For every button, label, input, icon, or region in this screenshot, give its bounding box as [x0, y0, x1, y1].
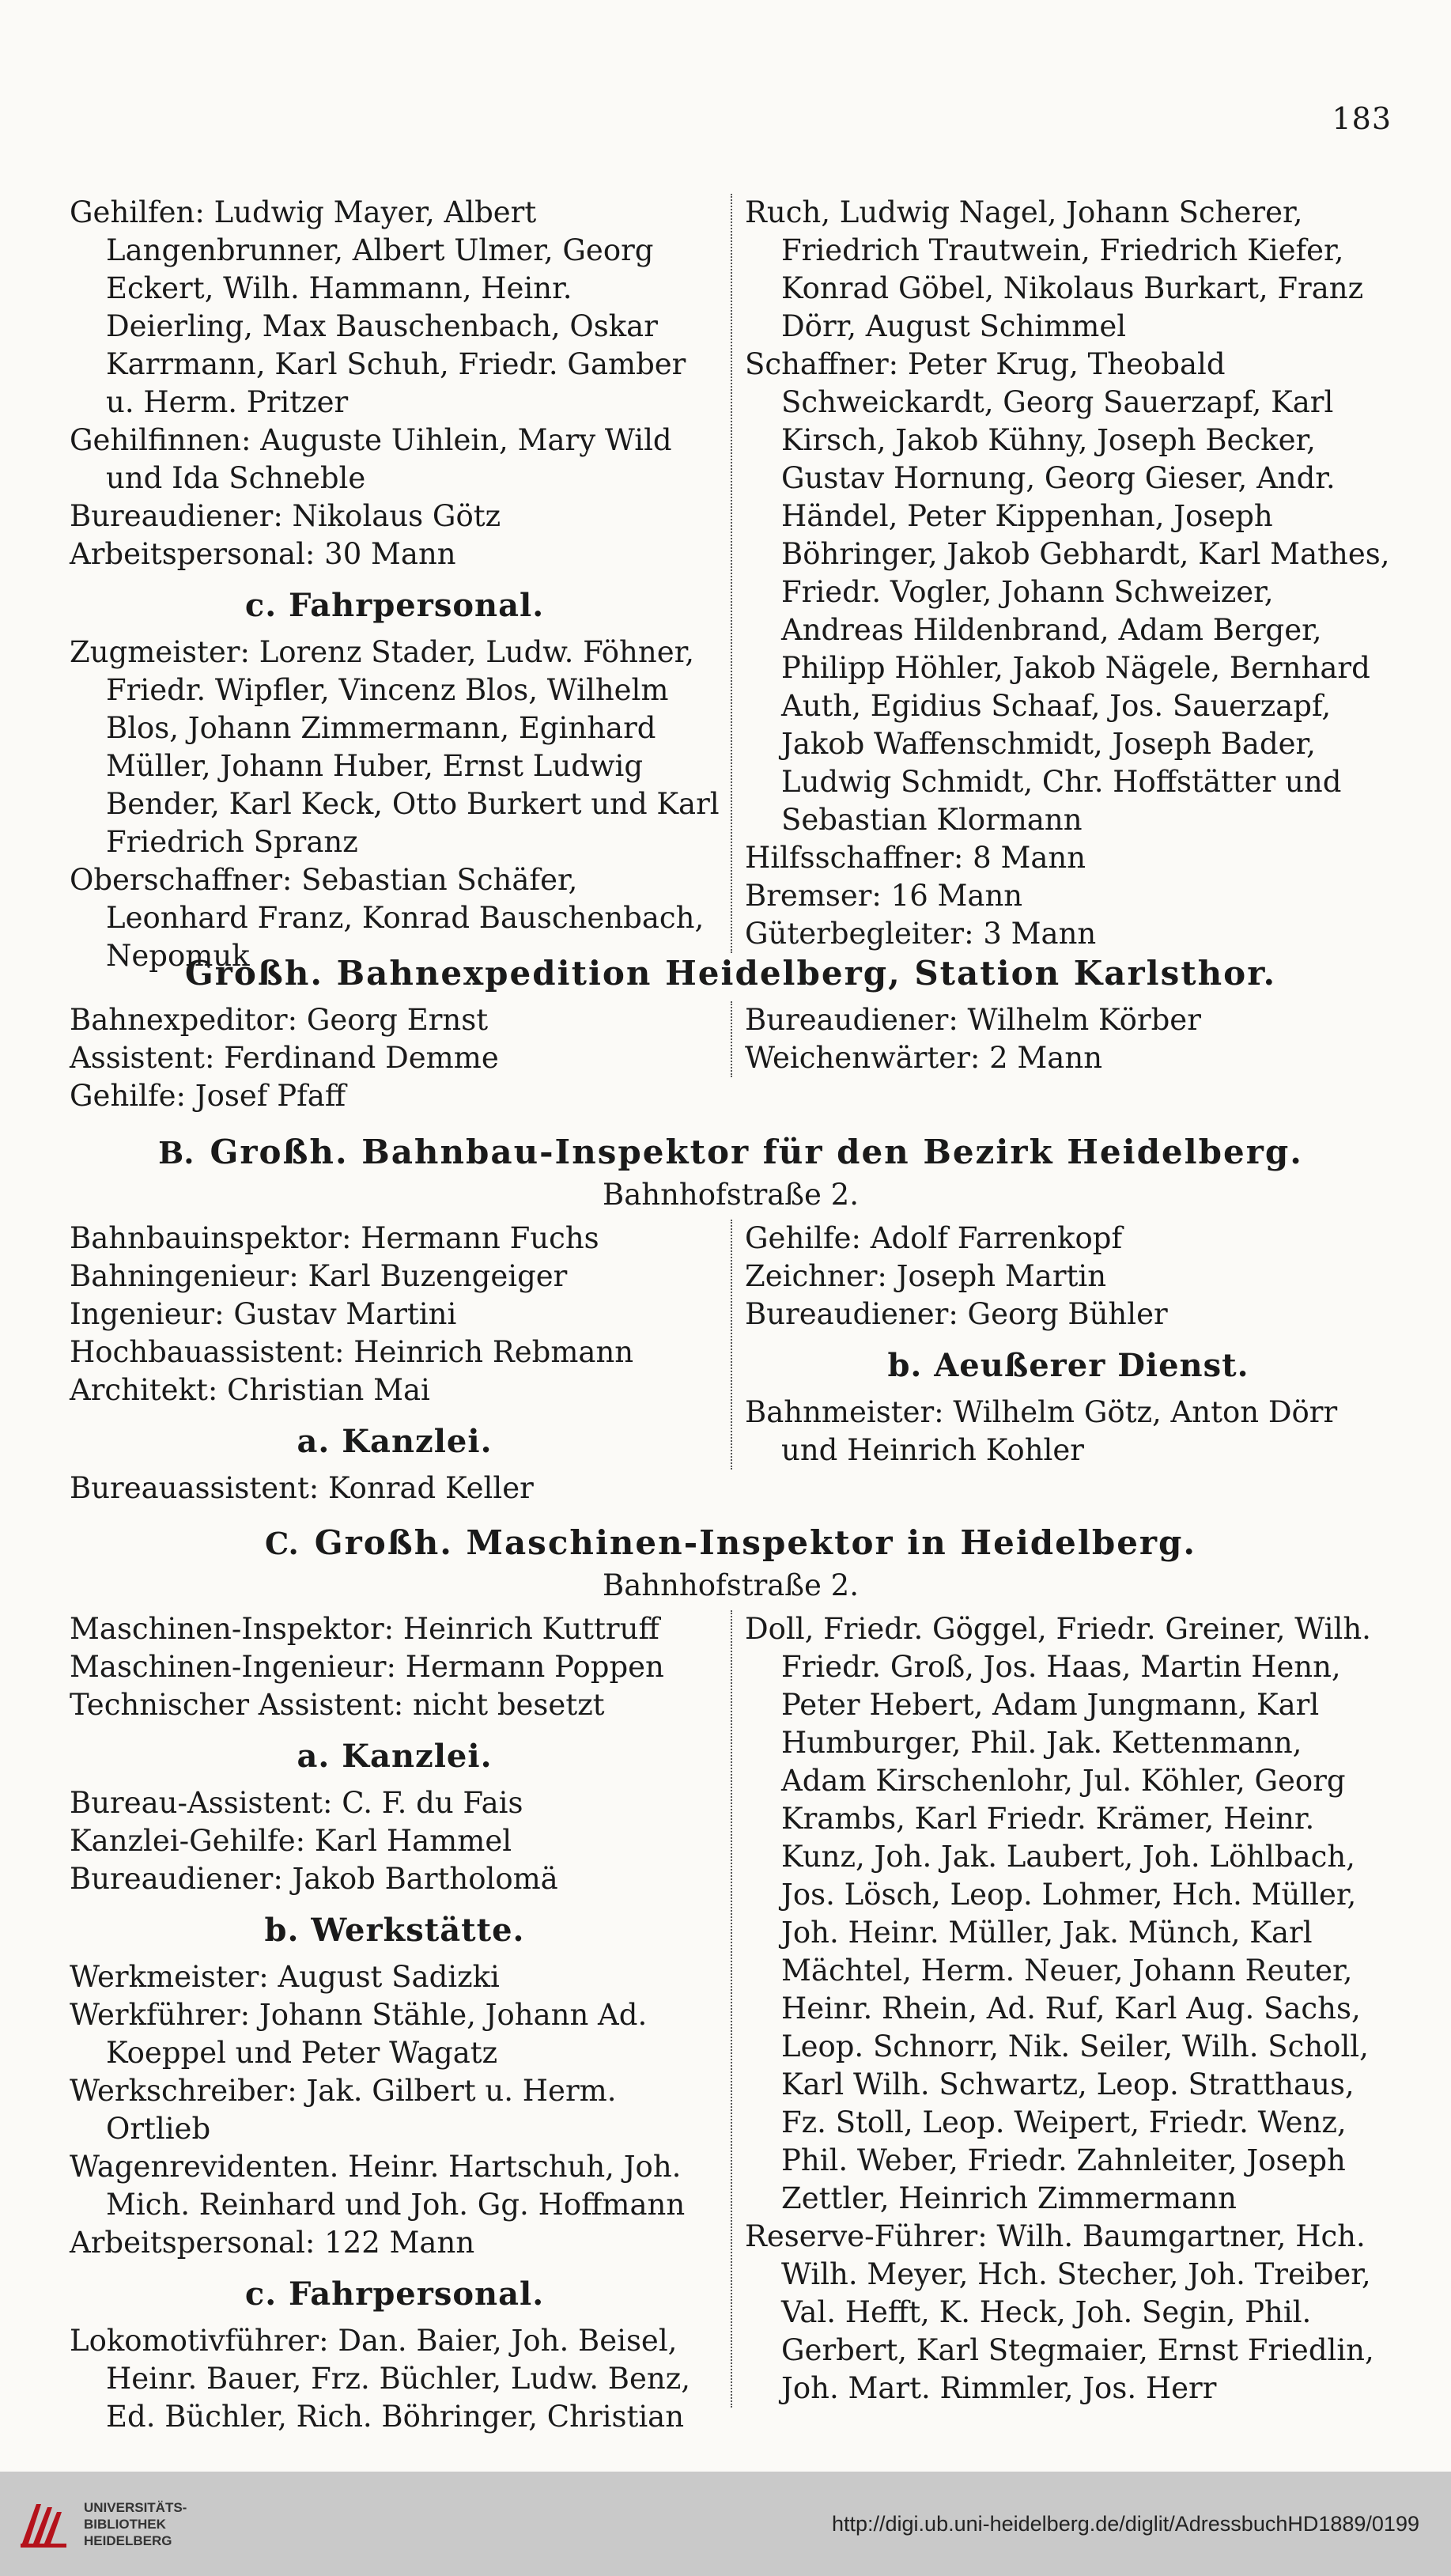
entry: Weichenwärter: 2 Mann [745, 1041, 1103, 1075]
library-logo[interactable] [17, 2496, 187, 2551]
entry: Schaffner: Peter Krug, Theobald Schweickardt, Georg Sauerzapf, Karl Kirsch, Jakob Kühny, Joseph Becker, Gustav Hornung, Georg Gieser, Andr. Händel, Peter Kippenhan, Joseph Böhringer, Jakob Gebhardt, Karl Mathes, Friedr. Vogler, Johann Schweizer, Andreas Hildenbrand, Adam Berger, Philipp Höhler, Jakob Nägele, Bernhard Auth, Egidius Schaaf, Jos. Sauerzapf, Jakob Waffenschmidt, Joseph Bader, Ludwig Schmidt, Chr. Hoffstätter und Sebastian Klormann [745, 347, 1390, 837]
entry: Doll, Friedr. Göggel, Friedr. Greiner, Wilh. Friedr. Groß, Jos. Haas, Martin Henn, Peter Hebert, Adam Jungmann, Karl Humburger, Phil. Jak. Kettenmann, Adam Kirschenlohr, Jul. Köhler, Georg Krambs, Karl Friedr. Krämer, Heinr. Kunz, Joh. Jak. Laubert, Joh. Löhlbach, Jos. Lösch, Leop. Lohmer, Hch. Müller, Joh. Heinr. Müller, Jak. Münch, Karl Mächtel, Herm. Neuer, Johann Reuter, Heinr. Rhein, Ad. Ruf, Karl Aug. Sachs, Leop. Schnorr, Nik. Seiler, Wilh. Scholl, Karl Wilh. Schwartz, Leop. Stratthaus, Fz. Stoll, Leop. Weipert, Friedr. Wenz, Phil. Weber, Friedr. Zahnleiter, Joseph Zettler, Heinrich Zimmermann [745, 1612, 1371, 2215]
entry: Hilfsschaffner: 8 Mann [745, 841, 1086, 875]
section-top [70, 194, 1392, 975]
entry: Gehilfinnen: Auguste Uihlein, Mary Wild und Ida Schneble [70, 423, 672, 495]
entry: Bahnexpeditor: Georg Ernst [70, 1003, 489, 1037]
entry: Maschinen-Inspektor: Heinrich Kuttruff [70, 1612, 659, 1646]
library-name [84, 2499, 187, 2549]
entry: Werkführer: Johann Stähle, Johann Ad. Koeppel und Peter Wagatz [70, 1998, 648, 2070]
footer-bar [0, 2472, 1451, 2576]
entry: Lokomotivführer: Dan. Baier, Joh. Beisel, Heinr. Bauer, Frz. Büchler, Ludw. Benz, Ed. Büchler, Rich. Böhringer, Christian [70, 2324, 690, 2434]
section-letter: C. [264, 1526, 299, 1561]
section-heading: Großh. Bahnexpedition Heidelberg, Station Karlsthor. [184, 954, 1277, 993]
entry: Ingenieur: Gustav Martini [70, 1297, 457, 1331]
entry: Hochbauassistent: Heinrich Rebmann [70, 1335, 634, 1369]
street-address: Bahnhofstraße 2. [603, 1568, 859, 1602]
section-b [70, 1129, 1392, 1507]
entry: Bahningenieur: Karl Buzengeiger [70, 1259, 568, 1293]
entry: Zeichner: Joseph Martin [745, 1259, 1107, 1293]
section-karlsthor [70, 951, 1392, 1115]
library-name-line: UNIVERSITÄTS- [84, 2499, 187, 2515]
sub-heading-kanzlei: a. Kanzlei. [297, 1738, 493, 1775]
b-left-column [70, 1220, 731, 1507]
entry: Bureauassistent: Konrad Keller [70, 1471, 534, 1505]
entry: Kanzlei-Gehilfe: Karl Hammel [70, 1824, 512, 1858]
library-name-line: BIBLIOTHEK [84, 2516, 166, 2532]
entry: Reserve-Führer: Wilh. Baumgartner, Hch. Wilh. Meyer, Hch. Stecher, Joh. Treiber, Val. Hefft, K. Heck, Joh. Segin, Phil. Gerbert, Karl Stegmaier, Ernst Friedlin, Joh. Mart. Rimmler, Jos. Herr [745, 2219, 1374, 2405]
karlsthor-right-column [731, 1001, 1392, 1077]
section-c [70, 1520, 1392, 2436]
sub-heading-fahrpersonal: c. Fahrpersonal. [244, 2275, 545, 2313]
entry: Bureaudiener: Jakob Bartholomä [70, 1862, 558, 1896]
sub-heading-aeusserer-dienst: b. Aeußerer Dienst. [887, 1347, 1249, 1384]
section-heading: Großh. Bahnbau-Inspektor für den Bezirk Heidelberg. [210, 1133, 1303, 1171]
sub-heading-fahrpersonal: c. Fahrpersonal. [244, 587, 545, 624]
b-right-column [731, 1220, 1392, 1470]
entry: Bureaudiener: Nikolaus Götz [70, 499, 501, 533]
entry: Gehilfe: Adolf Farrenkopf [745, 1221, 1123, 1255]
entry: Gehilfen: Ludwig Mayer, Albert Langenbrunner, Albert Ulmer, Georg Eckert, Wilh. Hammann, Heinr. Deierling, Max Bauschenbach, Oskar Karrmann, Karl Schuh, Friedr. Gamber u. Herm. Pritzer [70, 195, 686, 419]
sub-heading-kanzlei: a. Kanzlei. [297, 1423, 493, 1460]
entry: Arbeitspersonal: 30 Mann [70, 537, 456, 571]
entry: Ruch, Ludwig Nagel, Johann Scherer, Friedrich Trautwein, Friedrich Kiefer, Konrad Göbel, Nikolaus Burkart, Franz Dörr, August Schimmel [745, 195, 1364, 343]
entry: Oberschaffner: Sebastian Schäfer, Leonhard Franz, Konrad Bauschenbach, Nepomuk [70, 863, 705, 973]
entry: Zugmeister: Lorenz Stader, Ludw. Föhner, Friedr. Wipfler, Vincenz Blos, Wilhelm Blos, Johann Zimmermann, Eginhard Müller, Johann Huber, Ernst Ludwig Bender, Karl Keck, Otto Burkert und Karl Friedrich Spranz [70, 635, 720, 859]
entry: Bureaudiener: Georg Bühler [745, 1297, 1168, 1331]
entry: Bremser: 16 Mann [745, 879, 1023, 913]
entry: Maschinen-Ingenieur: Hermann Poppen [70, 1650, 664, 1684]
entry: Assistent: Ferdinand Demme [70, 1041, 499, 1075]
entry: Gehilfe: Josef Pfaff [70, 1079, 346, 1113]
entry: Wagenrevidenten. Heinr. Hartschuh, Joh. Mich. Reinhard und Joh. Gg. Hoffmann [70, 2150, 686, 2222]
page-number: 183 [1332, 101, 1392, 136]
entry: Architekt: Christian Mai [70, 1373, 430, 1407]
entry: Güterbegleiter: 3 Mann [745, 917, 1097, 951]
section-heading: Großh. Maschinen-Inspektor in Heidelberg. [314, 1523, 1197, 1562]
sub-heading-werkstaette: b. Werkstätte. [264, 1912, 525, 1949]
entry: Arbeitspersonal: 122 Mann [70, 2226, 475, 2260]
c-left-column [70, 1610, 731, 2436]
entry: Bureaudiener: Wilhelm Körber [745, 1003, 1201, 1037]
entry: Bahnbauinspektor: Hermann Fuchs [70, 1221, 599, 1255]
c-right-column [731, 1610, 1392, 2408]
source-url-link[interactable]: http://digi.ub.uni-heidelberg.de/diglit/AdressbuchHD1889/0199 [831, 2511, 1419, 2536]
library-seal-icon [17, 2496, 73, 2551]
entry: Technischer Assistent: nicht besetzt [70, 1688, 605, 1722]
karlsthor-left-column [70, 1001, 731, 1115]
entry: Bahnmeister: Wilhelm Götz, Anton Dörr und Heinrich Kohler [745, 1395, 1338, 1467]
top-right-column [731, 194, 1392, 953]
entry: Werkmeister: August Sadizki [70, 1960, 500, 1994]
entry: Werkschreiber: Jak. Gilbert u. Herm. Ortlieb [70, 2074, 617, 2146]
library-name-line: HEIDELBERG [84, 2532, 172, 2548]
street-address: Bahnhofstraße 2. [603, 1178, 859, 1212]
section-letter: B. [158, 1135, 195, 1171]
top-left-column [70, 194, 731, 975]
entry: Bureau-Assistent: C. F. du Fais [70, 1786, 523, 1820]
